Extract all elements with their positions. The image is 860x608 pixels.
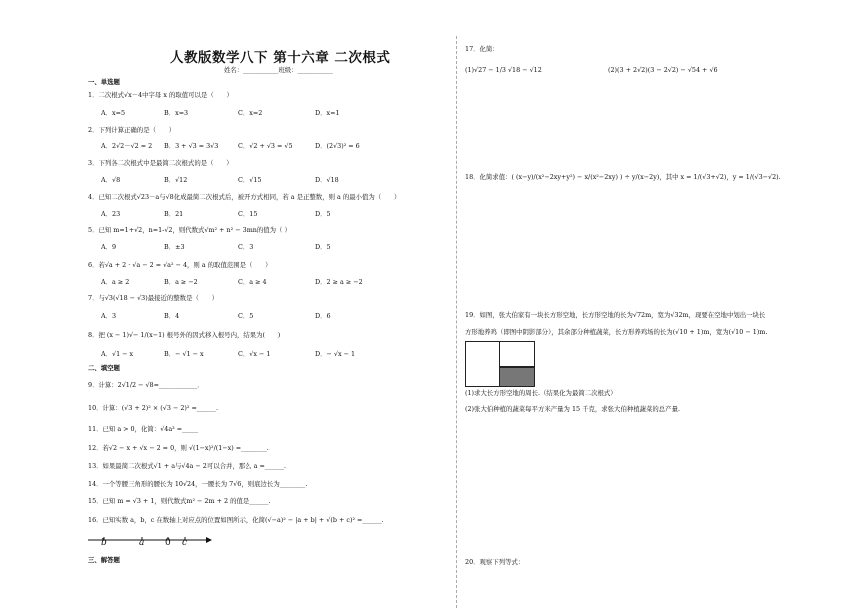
q6-option-a: A．a ≥ 2	[101, 278, 130, 286]
question-2: 2．下列计算正确的是（ ）	[88, 126, 176, 134]
q4-option-c: C．15	[238, 210, 258, 218]
question-14: 14．一个等腰三角形的腰长为 10√24，一腰长为 7√6，则底边长为________.	[88, 480, 308, 488]
question-1: 1．二次根式√x－4中字母 x 的取值可以是（ ）	[88, 91, 233, 99]
q8-option-c: C．√x − 1	[238, 350, 271, 358]
q5-option-a: A．9	[101, 243, 117, 251]
question-19-line-2: 方形地养鸡（即图中阴影部分），其余部分种植蔬菜，长方形养鸡场的长为(√10 + 1)m，宽为(√10 − 1)m.	[465, 328, 768, 336]
question-20: 20．观察下列等式：	[465, 558, 525, 566]
q5-option-d: D．5	[315, 243, 331, 251]
column-divider	[456, 36, 457, 608]
question-11: 11．已知 a > 0，化简：√4a³ =_____	[88, 425, 199, 433]
q5-option-b: B．±3	[164, 243, 185, 251]
question-16: 16．已知实数 a，b，c 在数轴上对应点的位置如图所示，化简(√−a)² − |a + b| + √(b + c)² =______.	[88, 516, 384, 524]
page-title: 人教版数学八下 第十六章 二次根式	[170, 50, 391, 66]
q1-option-a: A．x=5	[101, 109, 126, 117]
question-19-part-1: (1)求大长方形空地的周长.（结果化为最简二次根式）	[465, 389, 617, 397]
q1-option-b: B．x=3	[164, 109, 189, 117]
figure-inner-rectangle	[499, 342, 534, 367]
q8-option-d: D．− √x − 1	[315, 350, 356, 358]
question-3: 3．下列各二次根式中是最简二次根式的是（ ）	[88, 159, 233, 167]
q5-option-c: C．3	[238, 243, 254, 251]
question-7: 7．与√3(√18 − √3)最接近的整数是（ ）	[88, 294, 219, 302]
q7-option-b: B．4	[164, 312, 180, 320]
question-12: 12．若√2 − x + √x − 2 = 0，则 √(1−x)²/(1−x) =________.	[88, 444, 269, 452]
question-19-part-2: (2)张大伯种植的蔬菜每平方米产量为 15 千克，求张大伯种植蔬菜的总产量.	[465, 405, 680, 413]
question-15: 15．已知 m = √3 + 1，则代数式m² − 2m + 2 的值是______.	[88, 497, 271, 505]
q3-option-a: A．√8	[101, 176, 121, 184]
q1-option-d: D．x=1	[315, 109, 340, 117]
question-6: 6．若√a + 2 · √a − 2 = √a² − 4，则 a 的取值范围是（ ）	[88, 261, 272, 269]
chicken-coop-shaded-area	[499, 367, 534, 386]
question-9: 9．计算：2√1/2 − √8=____________．	[88, 381, 204, 389]
q4-option-b: B．21	[164, 210, 184, 218]
q2-option-d: D．(2√3)² = 6	[315, 142, 360, 150]
garden-rectangle-figure	[465, 341, 535, 387]
q7-option-c: C．5	[238, 312, 254, 320]
number-line-label-c: c	[182, 538, 188, 548]
question-17-part-1: (1)√27 − 1/3 √18 − √12	[465, 66, 542, 74]
section-heading-fill-in: 二、填空题	[88, 364, 120, 372]
section-heading-multiple-choice: 一、单选题	[88, 78, 120, 86]
question-4: 4．已知二次根式√23－a与√8化成最简二次根式后，被开方式相同，若 a 是正整数，则 a 的最小值为（ ）	[88, 193, 401, 201]
q3-option-b: B．√12	[164, 176, 188, 184]
q6-option-b: B．a ≥ −2	[164, 278, 198, 286]
q6-option-c: C．a ≥ 4	[238, 278, 267, 286]
number-line-label-b: b	[101, 538, 107, 548]
q3-option-d: D．√18	[315, 176, 339, 184]
q2-option-c: C．√2 + √3 = √5	[238, 142, 293, 150]
question-17-part-2: (2)(3 + 2√2)(3 − 2√2) − √54 + √6	[608, 66, 718, 74]
number-line-label-a: a	[139, 538, 145, 548]
question-19-line-1: 19．如图，张大伯家有一块长方形空地，长方形空地的长为√72m，宽为√32m，现要在空地中划出一块长	[465, 311, 766, 319]
q7-option-d: D．6	[315, 312, 331, 320]
q3-option-c: C．√15	[238, 176, 262, 184]
q2-option-b: B．3 + √3 = 3√3	[164, 142, 219, 150]
q8-option-b: B．− √1 − x	[164, 350, 204, 358]
q6-option-d: D．2 ≥ a ≥ −2	[315, 278, 363, 286]
question-5: 5．已知 m=1+√2，n=1-√2，则代数式√m² + n² − 3mn的值为（ ）	[88, 226, 291, 234]
q2-option-a: A．2√2－√2 = 2	[101, 142, 153, 150]
q8-option-a: A．√1 − x	[101, 350, 134, 358]
q4-option-a: A．23	[101, 210, 121, 218]
section-heading-solutions: 三、解答题	[88, 556, 120, 564]
question-17: 17．化简：	[465, 45, 499, 53]
number-line-label-zero: 0	[165, 538, 171, 548]
question-10: 10．计算：(√3 + 2)² × (√3 − 2)² =______.	[88, 404, 219, 412]
question-13: 13．如果最简二次根式√1 + a与√4a − 2可以合并，那么 a =______.	[88, 462, 286, 470]
q1-option-c: C．x=2	[238, 109, 263, 117]
question-8: 8．把 (x − 1)√− 1/(x−1) 根号外的因式移入根号内，结果为( )	[88, 331, 281, 339]
q4-option-d: D．5	[315, 210, 331, 218]
q7-option-a: A．3	[101, 312, 117, 320]
question-18: 18．化简求值：( (x−y)/(x²−2xy+y²) − x/(x²−2xy) ) ÷ y/(x−2y)，其中 x = 1/(√3+√2)，y = 1/(√3−√2).	[465, 173, 781, 181]
student-info: 姓名：___________班级：___________	[224, 66, 333, 74]
